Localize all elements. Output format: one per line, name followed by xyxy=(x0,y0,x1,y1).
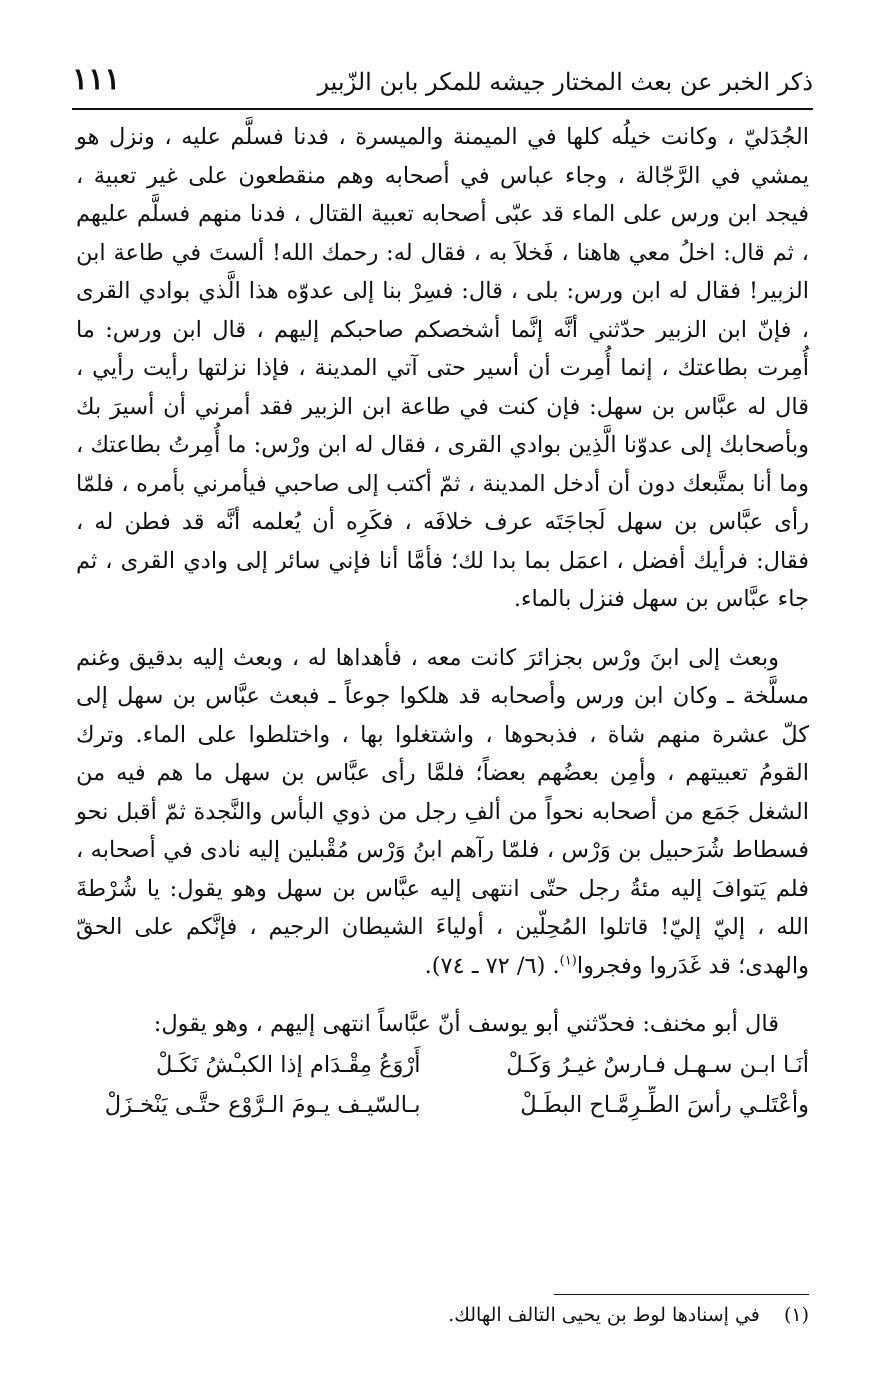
verse-2-first-hemistich: وأعْتَلـي رأسَ الطِّـرِمَّـاح البطَـلْ xyxy=(520,1092,809,1118)
footnote-text: في إسنادها لوط بن يحيى التالف الهالك. xyxy=(448,1304,760,1326)
main-text xyxy=(76,118,809,1125)
footnote-divider xyxy=(554,1294,809,1295)
running-header xyxy=(72,62,813,106)
header-divider xyxy=(72,108,813,110)
verse-2-second-hemistich: بـالسّيـف يـومَ الـرَّوْع حتَّـى يَنْخـزَلْ xyxy=(104,1092,421,1118)
paragraph-2-text: وبعث إلى ابنَ ورْس بجزائرَ كانت معه ، فأهداها له ، وبعث إليه بدقيق وغنم مسلَّخة ـ وكان ابن ورس وأصحابه قد هلكوا جوعاً ـ فبعث عبَّاس بن سهل إلى كلّ عشرة منهم شاة ، فذبحوها ، واشتغلوا بها ، واختلطوا على الماء. وترك القومُ تعبيتهم ، وأمِن بعضُهم بعضاً؛ فلمَّا رأى عبَّاس بن سهل ما هم فيه من الشغل جَمَع من أصحابه نحواً من ألفِ رجل من ذوي البأس والنَّجدة ثمّ أقبل نحو فسطاط شُرَحبيل بن وَرْس ، فلمّا رآهم ابنُ وَرْس مُقْبلين إليه نادى في أصحابه ، فلم يَتوافَ إليه مئةُ رجل حتّى انتهى إليه عبَّاس بن سهل وهو يقول: يا شُرْطةَ الله ، إليّ إليّ! قاتلوا المُحِلّين ، أولياءَ الشيطان الرجيم ، فإنَّكم على الحقّ والهدى؛ قد غَدَروا وفجروا xyxy=(76,644,809,979)
paragraph-2 xyxy=(76,639,809,986)
paragraph-3 xyxy=(76,1005,809,1044)
paragraph-3-text: قال أبو مخنف: فحدّثني أبو يوسف أنّ عبَّاساً انتهى إليهم ، وهو يقول: xyxy=(153,1011,779,1037)
paragraph-1 xyxy=(76,118,809,619)
footnote-marker[interactable]: (١) xyxy=(559,953,577,968)
verse-line-1 xyxy=(76,1046,809,1085)
chapter-title: ذكر الخبر عن بعث المختار جيشه للمكر بابن الزّبير xyxy=(317,68,813,96)
paragraph-1-text: الجُدَليّ ، وكانت خيلُه كلها في الميمنة والميسرة ، فدنا فسلَّم عليه ، ونزل هو يمشي في الرَّجّالة ، وجاء عباس في أصحابه وهم منقطعون على غير تعبية ، فيجد ابن ورس على الماء قد عبّى أصحابه تعبية القتال ، فدنا منهم فسلَّم عليهم ، ثم قال: اخلُ معي هاهنا ، فَخلاَ به ، فقال له: رحمك الله! ألستَ في طاعة ابن الزبير! فقال له ابن ورس: بلى ، قال: فسِرْ بنا إلى عدوّه هذا الَّذي بوادي القرى ، فإنّ ابن الزبير حدّثني أنَّه إنَّما أشخصكم صاحبكم إليهم ، قال ابن ورس: ما أُمِرت بطاعتك ، إنما أُمِرت أن أسير حتى آتي المدينة ، فإذا نزلتها رأيت رأيي ، قال له عبَّاس بن سهل: فإن كنت في طاعة ابن الزبير فقد أمرني أن أسيرَ بك وبأصحابك إلى عدوّنا الَّذِين بوادي القرى ، فقال له ابن ورْس: ما أُمِرتُ بطاعتك ، وما أنا بمتَّبعك دون أن أدخل المدينة ، ثمّ أكتب إلى صاحبي فيأمرني بأمره ، فلمّا رأى عبَّاس بن سهل لَجاجَتَه عرف خلافَه ، فكَرِه أن يُعلمه أنَّه قد فطن له ، فقال: فرأيك أفضل ، اعمَل بما بدا لك؛ فأمَّا أنا فإني سائر إلى وادي القرى ، ثم جاء عبَّاس بن سهل فنزل بالماء. xyxy=(76,124,809,612)
verse-1-second-hemistich: أَرْوَعُ مِقْـدَام إذا الكبـْشُ نَكَـلْ xyxy=(156,1051,421,1078)
footnote xyxy=(76,1300,809,1330)
verse-1-first-hemistich: أنَـا ابـن سـهـل فـارسٌ غيـرُ وَكَـلْ xyxy=(506,1051,809,1078)
page-number: ١١١ xyxy=(72,62,121,97)
footnote-number: (١) xyxy=(783,1304,809,1326)
paragraph-2-citation: . (٦/ ٧٢ ـ ٧٤). xyxy=(424,952,560,979)
verse-line-2 xyxy=(76,1086,809,1125)
